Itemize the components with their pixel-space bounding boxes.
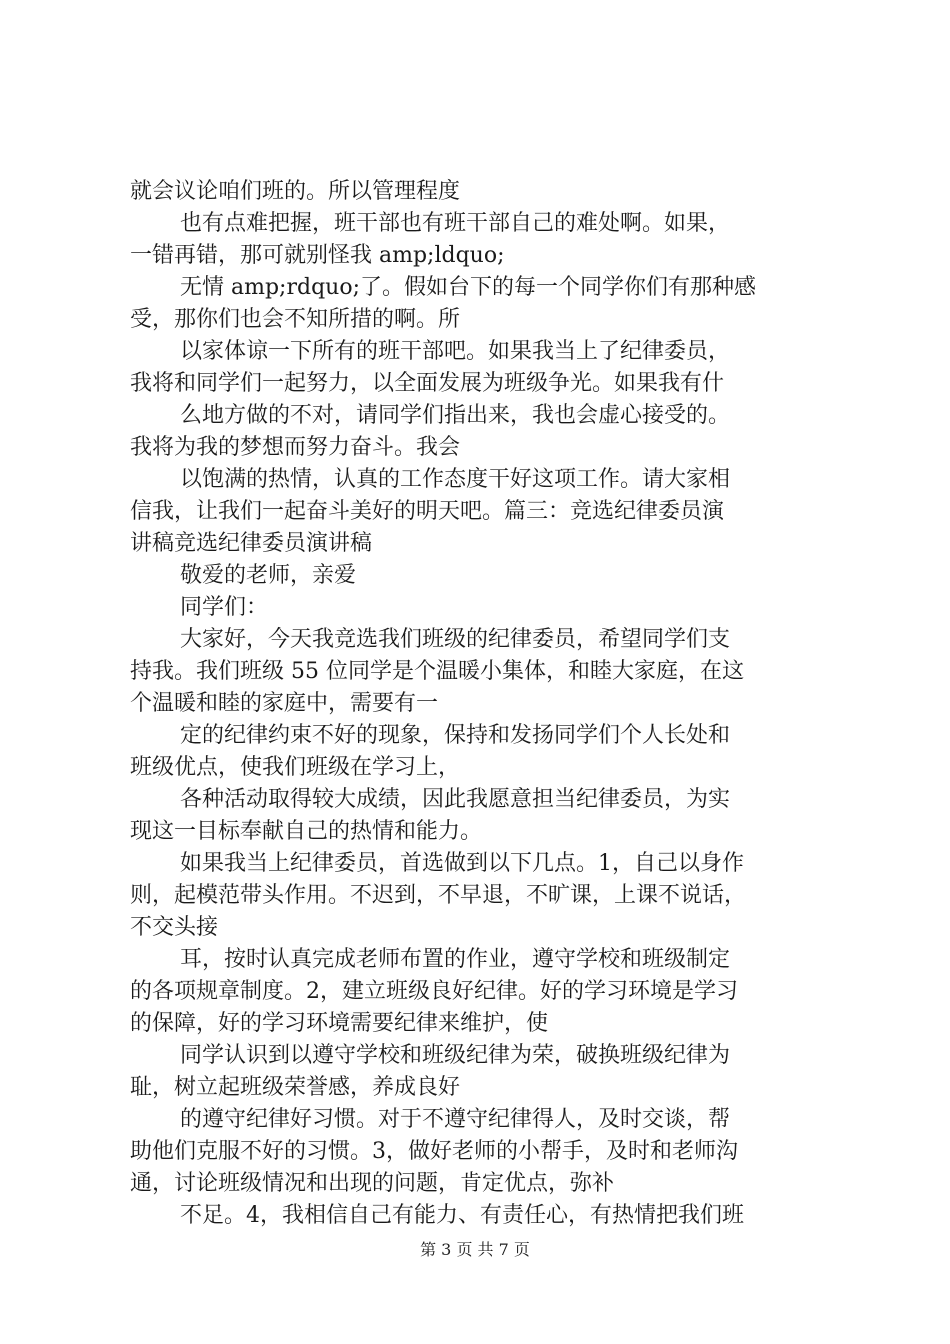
text-line: 无情 amp;rdquo;了。假如台下的每一个同学你们有那种感 (180, 275, 756, 300)
text-line: 如果我当上纪律委员，首选做到以下几点。1，自己以身作 (180, 851, 744, 876)
text-line: 的各项规章制度。2，建立班级良好纪律。好的学习环境是学习 (130, 979, 738, 1004)
text-line: 通，讨论班级情况和出现的问题，肯定优点，弥补 (130, 1171, 615, 1196)
text-line: 同学认识到以遵守学校和班级纪律为荣，破换班级纪律为 (180, 1043, 731, 1068)
document-body (130, 176, 830, 1232)
text-line: 信我，让我们一起奋斗美好的明天吧。篇三：竞选纪律委员演 (130, 499, 725, 524)
text-line: 的保障，好的学习环境需要纪律来维护，使 (130, 1011, 549, 1036)
text-line: 一错再错，那可就别怪我 amp;ldquo; (130, 243, 505, 268)
text-line: 我将为我的梦想而努力奋斗。我会 (130, 435, 461, 460)
text-line: 大家好，今天我竞选我们班级的纪律委员，希望同学们支 (180, 627, 731, 652)
text-line: 持我。我们班级 55 位同学是个温暖小集体，和睦大家庭，在这 (130, 659, 744, 684)
text-line: 个温暖和睦的家庭中，需要有一 (130, 691, 439, 716)
text-line: 耳，按时认真完成老师布置的作业，遵守学校和班级制定 (180, 947, 731, 972)
text-line: 各种活动取得较大成绩，因此我愿意担当纪律委员，为实 (180, 787, 731, 812)
text-line: 以家体谅一下所有的班干部吧。如果我当上了纪律委员， (180, 339, 731, 364)
text-line: 的遵守纪律好习惯。对于不遵守纪律得人，及时交谈，帮 (180, 1107, 731, 1132)
text-line: 以饱满的热情，认真的工作态度干好这项工作。请大家相 (180, 467, 731, 492)
text-line: 则，起模范带头作用。不迟到，不早退，不旷课，上课不说话， (130, 883, 747, 908)
text-line: 讲稿竞选纪律委员演讲稿 (130, 531, 373, 556)
text-line: 不交头接 (130, 915, 219, 940)
page-number-footer: 第 3 页 共 7 页 (420, 1240, 530, 1259)
text-line: 受，那你们也会不知所措的啊。所 (130, 307, 461, 332)
text-line: 耻，树立起班级荣誉感，养成良好 (130, 1075, 461, 1100)
text-line: 定的纪律约束不好的现象，保持和发扬同学们个人长处和 (180, 723, 731, 748)
text-line: 助他们克服不好的习惯。3，做好老师的小帮手，及时和老师沟 (130, 1139, 738, 1164)
text-line: 么地方做的不对，请同学们指出来，我也会虚心接受的。 (180, 403, 731, 428)
text-line: 班级优点，使我们班级在学习上， (130, 755, 461, 780)
text-line: 我将和同学们一起努力，以全面发展为班级争光。如果我有什 (130, 371, 725, 396)
text-line: 不足。4，我相信自己有能力、有责任心，有热情把我们班 (180, 1203, 744, 1228)
text-line: 现这一目标奉献自己的热情和能力。 (130, 819, 483, 844)
text-line: 敬爱的老师，亲爱 (180, 563, 357, 588)
text-line: 同学们： (180, 595, 269, 620)
text-line: 就会议论咱们班的。所以管理程度 (130, 179, 461, 204)
text-line: 也有点难把握，班干部也有班干部自己的难处啊。如果， (180, 211, 731, 236)
